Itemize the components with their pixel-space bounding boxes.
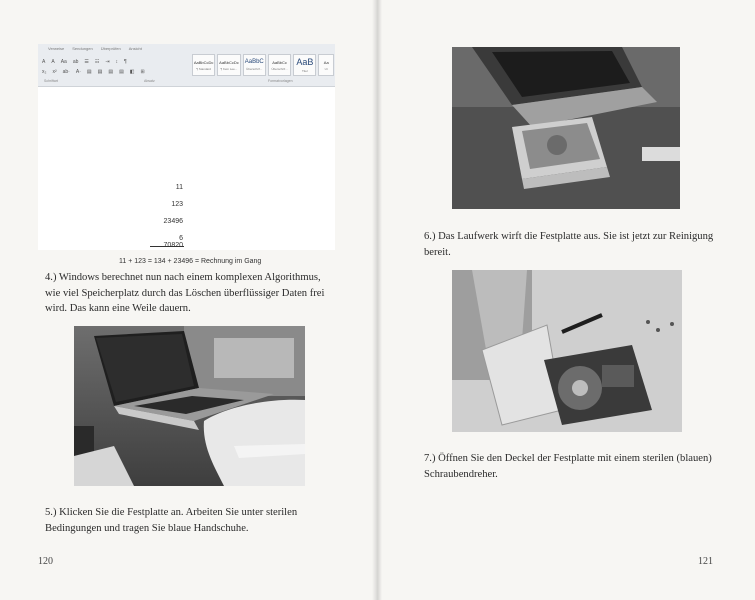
style-label: ¶ Kein Lee... (220, 66, 238, 71)
align-center-icon: ▤ (97, 69, 103, 75)
style-no-spacing (217, 54, 240, 76)
page-number-right: 121 (698, 556, 713, 567)
change-case-icon: Aa (60, 59, 67, 65)
style-label: Überschrif... (246, 67, 263, 71)
ribbon-tab: Ansicht (128, 46, 142, 51)
calc-formula: 11 + 123 = 134 + 23496 = Rechnung im Gang (119, 258, 262, 265)
paragraph-step-5: 5.) Klicken Sie die Festplatte an. Arbeiten Sie unter sterilen Bedingungen und tragen Sie blaue Handschuhe. (45, 507, 298, 534)
clear-format-icon: ab (72, 59, 79, 65)
calc-number: 6 (179, 235, 183, 242)
sort-icon: ↕ (115, 59, 119, 65)
group-label-font: Schriftart (44, 79, 59, 83)
font-tools (42, 57, 192, 81)
photo-laptop-drive (74, 326, 305, 486)
shrink-font-icon: A (51, 59, 55, 65)
style-heading-1 (243, 54, 266, 76)
ribbon-tab: Verweise (48, 46, 65, 51)
book-gutter (372, 0, 382, 600)
ribbon-group-labels (38, 79, 335, 85)
bullets-icon: ☰ (84, 59, 89, 65)
calculation-document (38, 86, 335, 265)
drive-ejected-photo (452, 47, 680, 209)
style-subtitle (318, 54, 334, 76)
border-icon: ⊞ (140, 69, 145, 75)
laptop-drive-photo (74, 326, 305, 486)
superscript-icon: x² (52, 69, 57, 75)
font-color-icon: A· (75, 69, 81, 75)
style-preview: AaBbC (244, 59, 264, 65)
style-label: Überschrif... (271, 66, 288, 71)
pilcrow-icon: ¶ (124, 59, 127, 65)
subscript-icon: x₂ (42, 69, 47, 75)
group-label-styles: Formatvorlagen (268, 79, 293, 83)
grow-font-icon: A (42, 59, 46, 65)
shading-icon: ◧ (129, 69, 135, 75)
paragraph-step-4: 4.) Windows berechnet nun nach einem komplexen Algorithmus, wie viel Speicherplatz durch das Löschen überflüssiger Daten frei wird. Das kann eine Weile dauern. (45, 272, 325, 314)
word-ribbon (38, 44, 335, 87)
paragraph-step-6: 6.) Das Laufwerk wirft die Festplatte aus. Sie ist jetzt zur Reinigung bereit. (424, 231, 714, 258)
highlight-icon: ab· (62, 69, 70, 75)
group-label-paragraph: Absatz (144, 79, 155, 83)
page-number-left: 120 (38, 556, 53, 567)
style-label: ¶ Standard (196, 66, 211, 71)
justify-icon: ▤ (119, 69, 124, 75)
style-preview: Aa (323, 59, 329, 65)
style-preview: AaBbCcDc (219, 59, 239, 65)
calc-number: 123 (171, 201, 183, 208)
style-label: Titel (302, 69, 308, 73)
calc-total: 70820 (163, 242, 183, 249)
ribbon-tabs (38, 44, 345, 53)
style-preview: AaB (296, 57, 314, 67)
open-cover-photo (452, 270, 682, 432)
ribbon-tab: Sendungen (72, 46, 93, 51)
style-standard (192, 54, 215, 76)
align-left-icon: ▤ (86, 69, 92, 75)
style-heading-2 (268, 54, 291, 76)
align-right-icon: ▤ (108, 69, 114, 75)
style-preview: AaBbCc (272, 59, 287, 65)
numbering-icon: ☷ (94, 59, 100, 65)
word-screenshot (38, 44, 335, 265)
ribbon-tab: Überprüfen (100, 46, 121, 51)
photo-open-cover (452, 270, 682, 432)
style-label: Ur (324, 66, 328, 71)
calc-number: 11 (175, 184, 183, 191)
style-preview: AaBbCcDc (193, 59, 214, 65)
photo-drive-ejected (452, 47, 680, 209)
calc-number: 23496 (163, 218, 183, 225)
style-title (293, 54, 316, 76)
paragraph-step-7: 7.) Öffnen Sie den Deckel der Festplatte mit einem sterilen (blauen) Schraubendreher. (424, 453, 712, 480)
indent-icon: ⇥ (105, 59, 110, 65)
styles-gallery (192, 54, 334, 76)
